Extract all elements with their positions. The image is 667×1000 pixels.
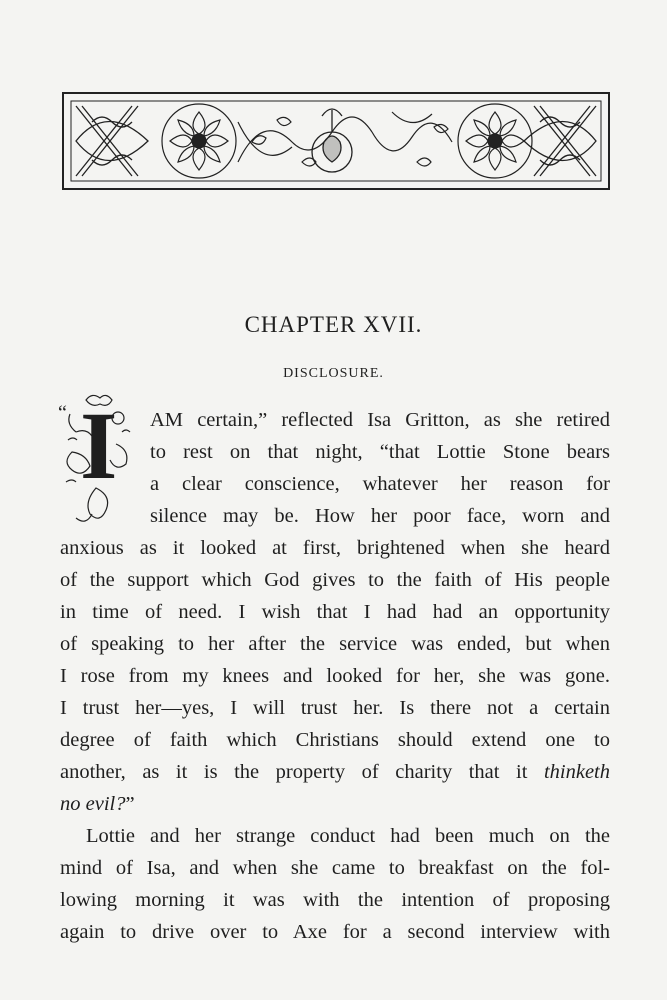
p1-line-9: I rose from my knees and looked for her, she was gone. xyxy=(60,665,610,687)
p1-line-13-quote: ” xyxy=(125,793,135,815)
p1-line-13-italic: no evil? xyxy=(60,793,126,815)
p1-line-2: to rest on that night, “that Lottie Stone bears xyxy=(150,441,610,463)
p2-line-3: lowing morning it was with the intention of proposing xyxy=(60,889,610,911)
p1-line-8: of speaking to her after the service was ended, but when xyxy=(60,633,610,655)
left-rosette-icon xyxy=(162,104,236,178)
p1-line-4: silence may be. How her poor face, worn and xyxy=(150,505,610,527)
p1-line-12-italic: thinketh xyxy=(543,761,611,783)
p2-line-1: Lottie and her strange conduct had been much on the xyxy=(86,825,610,847)
p1-line-5: anxious as it looked at first, brightened when she heard xyxy=(60,537,610,559)
vine-scroll-icon xyxy=(238,112,452,166)
header-ornament xyxy=(62,92,610,190)
drop-cap xyxy=(56,392,140,532)
floral-initial-icon xyxy=(56,392,140,532)
right-knot-icon xyxy=(524,106,596,176)
p1-line-12-text: another, as it is the property of charity that it xyxy=(60,761,528,783)
p1-line-12 xyxy=(60,757,610,787)
drop-cap-letter: I xyxy=(80,392,118,499)
p1-line-3: a clear conscience, whatever her reason for xyxy=(150,473,610,495)
right-rosette-icon xyxy=(458,104,532,178)
drop-cap-open-quote: “ xyxy=(58,402,67,424)
chapter-title: CHAPTER XVII. xyxy=(244,312,423,337)
p1-line-1: AM certain,” reflected Isa Gritton, as she retired xyxy=(150,409,610,431)
p1-line-10: I trust her—yes, I will trust her. Is there not a certain xyxy=(60,697,610,719)
left-knot-icon xyxy=(76,106,148,176)
p1-line-11: degree of faith which Christians should extend one to xyxy=(60,729,610,751)
p1-line-6: of the support which God gives to the faith of His people xyxy=(60,569,610,591)
p2-line-4: again to drive over to Axe for a second interview with xyxy=(60,921,610,943)
chapter-subtitle: DISCLOSURE. xyxy=(283,366,384,381)
p2-line-2: mind of Isa, and when she came to breakfast on the fol- xyxy=(60,857,610,879)
p1-line-13 xyxy=(60,789,610,819)
p1-line-7: in time of need. I wish that I had had an opportunity xyxy=(60,601,610,623)
